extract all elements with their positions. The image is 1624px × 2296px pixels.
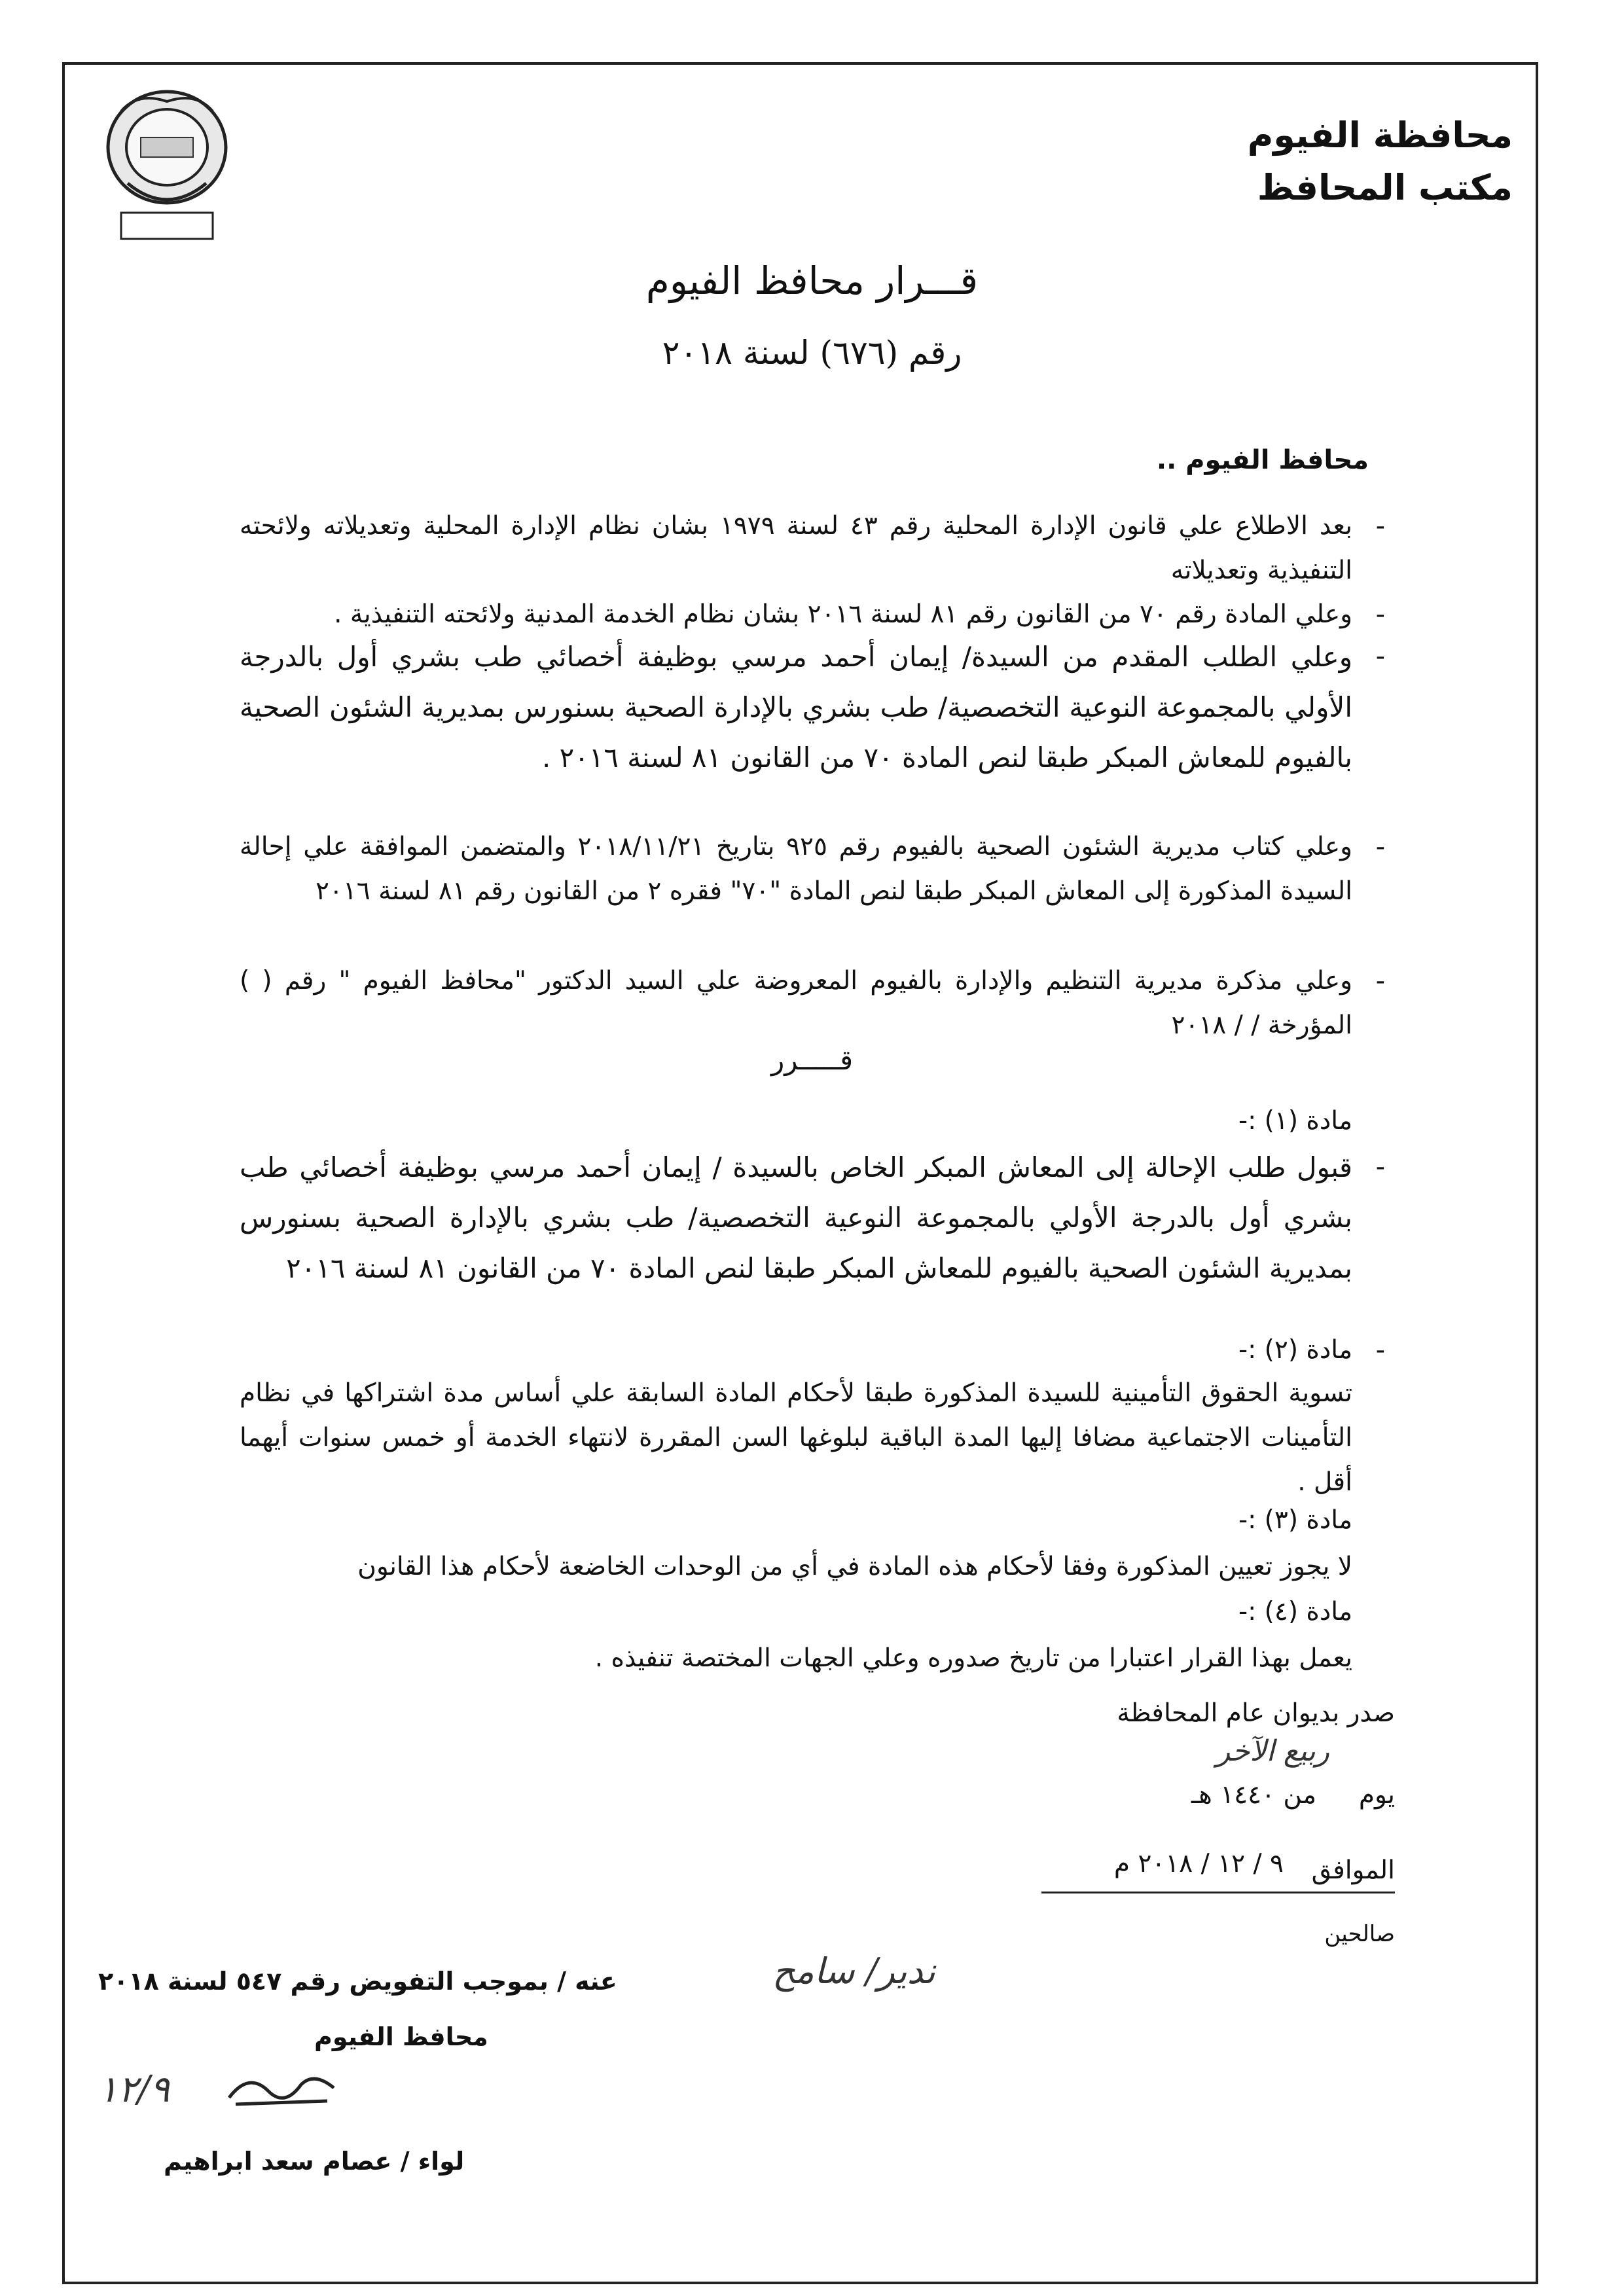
article-3-text: لا يجوز تعيين المذكورة وفقا لأحكام هذه المادة في أي من الوحدات الخاضعة لأحكام هذا القانون — [357, 1552, 1352, 1581]
article-2-text: تسوية الحقوق التأمينية للسيدة المذكورة طبقا لأحكام المادة السابقة علي أساس مدة اشتراكها في نظام التأمينات الاجتماعية مضافا إليها المدة الباقية لبلوغها السن المقررة لانتهاء الخدمة أو خمس سنوات أيهما أقل . — [240, 1378, 1352, 1497]
preamble-item — [240, 959, 1385, 1048]
bullet-dash: - — [1375, 600, 1385, 630]
delegate-name: لواء / عصام سعد ابراهيم — [164, 2147, 465, 2176]
handwritten-note: ندير/ سامح — [772, 1950, 936, 1992]
article-4-text: يعمل بهذا القرار اعتبارا من تاريخ صدوره وعلي الجهات المختصة تنفيذه . — [594, 1643, 1352, 1673]
seal-emblem-icon — [98, 85, 236, 245]
decree-title: قـــرار محافظ الفيوم — [645, 259, 979, 303]
bullet-dash: - — [1375, 511, 1385, 541]
article-1-label: مادة (١) :- — [1238, 1106, 1352, 1136]
preamble-text: وعلي المادة رقم ٧٠ من القانون رقم ٨١ لسنة ٢٠١٦ بشان نظام الخدمة المدنية ولائحته التنفيذية . — [334, 600, 1352, 629]
salhin-label: صالحين — [1324, 1921, 1395, 1947]
bullet-dash: - — [1375, 966, 1385, 996]
article-1-text — [240, 1142, 1385, 1293]
decides-heading: قـــــرر — [770, 1044, 854, 1076]
bullet-dash: - — [1375, 641, 1385, 672]
article-4-label: مادة (٤) :- — [1238, 1597, 1352, 1626]
decree-number: رقم (٦٧٦) لسنة ٢٠١٨ — [662, 334, 962, 372]
issued-at: صدر بديوان عام المحافظة — [1117, 1698, 1395, 1728]
preamble-item — [240, 592, 1385, 637]
preamble-item — [240, 825, 1385, 914]
governor-label: محافظ الفيوم .. — [1156, 445, 1369, 475]
issued-hijri: من ١٤٤٠ هـ — [1191, 1780, 1316, 1810]
bullet-dash: - — [1375, 832, 1385, 862]
preamble-text: وعلي كتاب مديرية الشئون الصحية بالفيوم رقم ٩٢٥ بتاريخ ٢٠١٨/١١/٢١ والمتضمن الموافقة علي إحالة السيدة المذكورة إلى المعاش المبكر طبقا لنص المادة "٧٠" فقره ٢ من القانون رقم ٨١ لسنة ٢٠١٦ — [240, 832, 1352, 906]
gregorian-label: الموافق — [1311, 1856, 1395, 1885]
header-office: مكتب المحافظ — [1257, 167, 1513, 208]
delegation-title: محافظ الفيوم — [314, 2022, 488, 2051]
preamble-item — [240, 632, 1385, 783]
date-underline — [1041, 1892, 1395, 1893]
preamble-item — [240, 504, 1385, 593]
preamble-text: وعلي الطلب المقدم من السيدة/ إيمان أحمد مرسي بوظيفة أخصائي طب بشري أول بالدرجة الأولي بالمجموعة النوعية التخصصية/ طب بشري بالإدارة الصحية بسنورس بمديرية الشئون الصحية بالفيوم للمعاش المبكر طبقا لنص المادة ٧٠ من القانون ٨١ لسنة ٢٠١٦ . — [240, 641, 1352, 774]
preamble-text: وعلي مذكرة مديرية التنظيم والإدارة بالفيوم المعروضة علي السيد الدكتور "محافظ الفيوم " رقم ( ) المؤرخة / / ٢٠١٨ — [240, 966, 1352, 1040]
header-governorate: محافظة الفيوم — [1247, 115, 1513, 156]
signature-icon — [223, 2065, 340, 2117]
article-2-label — [1238, 1335, 1385, 1365]
preamble-text: بعد الاطلاع علي قانون الإدارة المحلية رقم ٤٣ لسنة ١٩٧٩ بشان نظام الإدارة المحلية وتعديلاته ولائحته التنفيذية وتعديلاته — [240, 511, 1352, 585]
organization-seal — [98, 85, 236, 245]
bullet-dash: - — [1375, 1335, 1385, 1365]
hijri-handwritten: ربيع الآخر — [1216, 1734, 1329, 1768]
bullet-dash: - — [1375, 1152, 1385, 1182]
article-label-text: مادة (٢) :- — [1238, 1335, 1352, 1365]
article-3-label: مادة (٣) :- — [1238, 1505, 1352, 1535]
delegation-line: عنه / بموجب التفويض رقم ٥٤٧ لسنة ٢٠١٨ — [98, 1967, 617, 1996]
gregorian-date: ٩ / ١٢ / ٢٠١٨ م — [1113, 1849, 1284, 1878]
issued-day-label: يوم — [1358, 1780, 1395, 1810]
article-text: قبول طلب الإحالة إلى المعاش المبكر الخاص بالسيدة / إيمان أحمد مرسي بوظيفة أخصائي طب بشري أول بالدرجة الأولي بالمجموعة النوعية التخصصية/ طب بشري بالإدارة الصحية بسنورس بمديرية الشئون الصحية بالفيوم للمعاش المبكر طبقا لنص المادة ٧٠ من القانون ٨١ لسنة ٢٠١٦ — [240, 1151, 1352, 1284]
delegation-date-handwritten: ١٢/٩ — [98, 2068, 170, 2111]
